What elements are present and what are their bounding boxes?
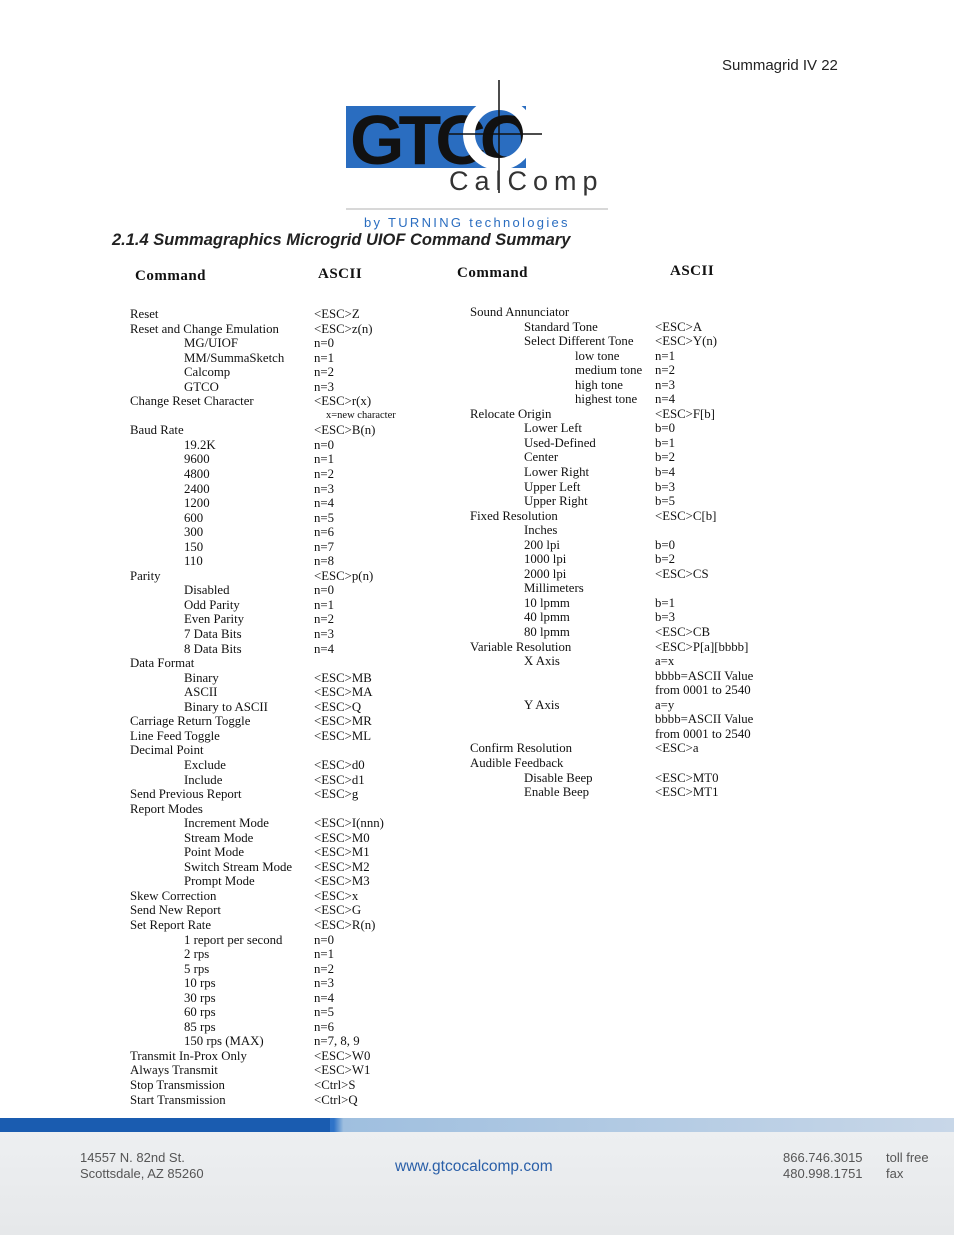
- command-row: [470, 538, 800, 553]
- command-name: low tone: [575, 348, 620, 363]
- command-row: [470, 640, 800, 655]
- command-name: Send Previous Report: [130, 787, 242, 802]
- ascii-code: n=2: [314, 365, 335, 380]
- command-name: Audible Feedback: [470, 755, 564, 770]
- command-row: [130, 540, 430, 555]
- command-name: Lower Left: [524, 421, 582, 436]
- command-name: Always Transmit: [130, 1063, 218, 1078]
- command-name: Millimeters: [524, 581, 584, 596]
- ascii-code: <ESC>MB: [314, 670, 372, 685]
- command-name: Relocate Origin: [470, 406, 552, 421]
- command-row: [470, 480, 800, 495]
- left-command-header: Command: [135, 268, 207, 284]
- command-row: [470, 654, 800, 669]
- ascii-code: n=4: [314, 641, 335, 656]
- ascii-code: <ESC>MA: [314, 685, 373, 700]
- command-row: [130, 714, 430, 729]
- command-row: [470, 698, 800, 713]
- ascii-code: <ESC>I(nnn): [314, 816, 384, 831]
- ascii-code: a=x: [655, 654, 675, 669]
- command-row: [130, 685, 430, 700]
- command-row: [470, 349, 800, 364]
- command-name: Baud Rate: [130, 423, 184, 438]
- command-row: [130, 467, 430, 482]
- ascii-code: bbbb=ASCII Value: [655, 712, 754, 727]
- command-name: Enable Beep: [524, 785, 590, 800]
- ascii-code: n=1: [314, 597, 335, 612]
- ascii-code: <ESC>CB: [655, 625, 710, 640]
- command-row: [130, 918, 430, 933]
- command-row: [470, 596, 800, 611]
- command-name: 200 lpi: [524, 537, 560, 552]
- command-row: [470, 669, 800, 684]
- command-row: [130, 743, 430, 758]
- ascii-code: n=4: [314, 990, 335, 1005]
- command-name: 4800: [184, 467, 210, 482]
- ascii-code: b=5: [655, 494, 676, 509]
- logo-main-text: GTCO: [350, 101, 529, 179]
- right-ascii-header: ASCII: [670, 263, 715, 279]
- command-row: [130, 525, 430, 540]
- ascii-code: <ESC>MT1: [655, 785, 719, 800]
- command-name: 10 rps: [184, 976, 216, 991]
- ascii-code: n=7: [314, 539, 335, 554]
- command-row: [130, 423, 430, 438]
- footer-phone-labels: [886, 1150, 929, 1182]
- command-row: [130, 758, 430, 773]
- ascii-code: b=1: [655, 435, 676, 450]
- command-row: [470, 378, 800, 393]
- command-name: 2 rps: [184, 947, 210, 962]
- command-row: [130, 729, 430, 744]
- command-row: [470, 421, 800, 436]
- ascii-code: <ESC>r(x): [314, 394, 372, 409]
- command-name: 600: [184, 510, 204, 525]
- ascii-code: n=1: [314, 350, 335, 365]
- command-name: Odd Parity: [184, 597, 240, 612]
- ascii-code: <ESC>A: [655, 319, 703, 334]
- command-name: Increment Mode: [184, 816, 269, 831]
- ascii-code: n=1: [655, 348, 676, 363]
- ascii-code: <Ctrl>Q: [314, 1092, 358, 1107]
- ascii-code: <ESC>M3: [314, 874, 370, 889]
- command-name: Decimal Point: [130, 743, 204, 758]
- ascii-code: <ESC>M1: [314, 845, 370, 860]
- command-row: [130, 947, 430, 962]
- command-row: [130, 365, 430, 380]
- command-row: [130, 394, 430, 409]
- command-row: [130, 482, 430, 497]
- command-row: [470, 305, 800, 320]
- ascii-code: <ESC>CS: [655, 566, 709, 581]
- command-row: [470, 320, 800, 335]
- command-name: 9600: [184, 452, 210, 467]
- ascii-code: from 0001 to 2540: [655, 683, 751, 698]
- command-name: Binary to ASCII: [184, 699, 268, 714]
- command-row: [130, 598, 430, 613]
- page-header-label: Summagrid IV 22: [722, 57, 838, 74]
- command-row: [130, 991, 430, 1006]
- ascii-code: b=4: [655, 465, 676, 480]
- command-name: GTCO: [184, 379, 219, 394]
- command-name: MG/UIOF: [184, 336, 239, 351]
- ascii-code: a=y: [655, 697, 675, 712]
- command-row: [130, 351, 430, 366]
- command-name: Data Format: [130, 656, 195, 671]
- right-command-header: Command: [457, 265, 529, 281]
- phone-tollfree-label: toll free: [886, 1150, 929, 1165]
- ascii-code: n=0: [314, 336, 335, 351]
- command-row: [130, 452, 430, 467]
- command-row: [130, 976, 430, 991]
- ascii-code: <ESC>M2: [314, 859, 370, 874]
- phone-fax: 480.998.1751: [783, 1166, 863, 1181]
- ascii-code: <ESC>W0: [314, 1048, 371, 1063]
- command-name: Sound Annunciator: [470, 305, 570, 319]
- ascii-code: <ESC>MT0: [655, 770, 719, 785]
- command-name: high tone: [575, 377, 623, 392]
- logo-sub-text: CalComp: [449, 166, 604, 196]
- ascii-code: <ESC>d1: [314, 772, 365, 787]
- command-row: [130, 845, 430, 860]
- command-row: [470, 567, 800, 582]
- command-name: Standard Tone: [524, 319, 598, 334]
- command-row: [470, 785, 800, 800]
- command-row: [130, 933, 430, 948]
- command-name: Stream Mode: [184, 830, 254, 845]
- logo-tagline: by TURNING technologies: [364, 215, 570, 230]
- command-name: Send New Report: [130, 903, 221, 918]
- ascii-code: <ESC>g: [314, 787, 359, 802]
- command-row: [130, 874, 430, 889]
- command-row: [130, 438, 430, 453]
- command-row: [470, 334, 800, 349]
- command-row: [470, 523, 800, 538]
- ascii-code: <ESC>G: [314, 903, 362, 918]
- ascii-code: b=1: [655, 595, 676, 610]
- left-ascii-header: ASCII: [318, 266, 363, 282]
- ascii-code: n=2: [655, 363, 676, 378]
- command-name: Binary: [184, 670, 219, 685]
- phone-fax-label: fax: [886, 1166, 904, 1181]
- phone-tollfree: 866.746.3015: [783, 1150, 863, 1165]
- command-row: [470, 727, 800, 742]
- command-row: [470, 610, 800, 625]
- ascii-code: <ESC>C[b]: [655, 508, 717, 523]
- ascii-code: <ESC>z(n): [314, 321, 373, 336]
- ascii-code: b=2: [655, 552, 676, 567]
- ascii-code: x=new character: [326, 409, 396, 421]
- ascii-code: <ESC>d0: [314, 757, 365, 772]
- command-row: [130, 1020, 430, 1035]
- ascii-code: n=2: [314, 961, 335, 976]
- ascii-code: b=2: [655, 450, 676, 465]
- ascii-code: <ESC>ML: [314, 728, 372, 743]
- command-name: medium tone: [575, 363, 643, 378]
- command-name: Disable Beep: [524, 770, 593, 785]
- command-name: Change Reset Character: [130, 394, 254, 409]
- ascii-code: n=7, 8, 9: [314, 1034, 360, 1049]
- footer-address: [80, 1150, 204, 1182]
- command-row: [470, 407, 800, 422]
- command-row: [470, 465, 800, 480]
- ascii-code: n=3: [314, 379, 335, 394]
- command-row: [470, 581, 800, 596]
- command-row: [470, 741, 800, 756]
- command-row: [470, 450, 800, 465]
- command-row: [130, 889, 430, 904]
- command-row: [130, 1063, 430, 1078]
- ascii-code: <ESC>p(n): [314, 568, 374, 583]
- command-row: [130, 656, 430, 671]
- ascii-code: n=3: [314, 627, 335, 642]
- command-row: [470, 771, 800, 786]
- command-row: [130, 962, 430, 977]
- command-row: [130, 642, 430, 657]
- command-name: Select Different Tone: [524, 334, 634, 349]
- ascii-code: <ESC>MR: [314, 714, 372, 729]
- command-row: [130, 307, 430, 322]
- command-name: Exclude: [184, 757, 226, 772]
- command-name: Inches: [524, 523, 558, 538]
- command-name: Line Feed Toggle: [130, 728, 220, 743]
- command-name: 8 Data Bits: [184, 641, 242, 656]
- ascii-code: n=0: [314, 583, 335, 598]
- ascii-code: n=5: [314, 1005, 335, 1020]
- ascii-code: n=1: [314, 452, 335, 467]
- command-name: Skew Correction: [130, 888, 217, 903]
- command-name: Parity: [130, 568, 161, 583]
- ascii-code: <ESC>Y(n): [655, 334, 718, 349]
- command-name: MM/SummaSketch: [184, 350, 285, 365]
- command-row: [130, 612, 430, 627]
- ascii-code: n=0: [314, 932, 335, 947]
- command-row: [470, 756, 800, 771]
- command-row: [470, 494, 800, 509]
- command-name: Report Modes: [130, 801, 203, 816]
- command-row: [130, 1093, 430, 1108]
- command-name: Prompt Mode: [184, 874, 255, 889]
- ascii-code: b=0: [655, 537, 676, 552]
- command-name: Stop Transmission: [130, 1077, 225, 1092]
- command-name: 1000 lpi: [524, 552, 567, 567]
- command-name: 1200: [184, 496, 210, 511]
- command-row: [470, 625, 800, 640]
- footer-accent-bar-dark: [0, 1118, 330, 1132]
- ascii-code: n=3: [655, 377, 676, 392]
- command-name: 30 rps: [184, 990, 216, 1005]
- ascii-code: n=8: [314, 554, 335, 569]
- command-row: [130, 700, 430, 715]
- command-name: 2000 lpi: [524, 566, 567, 581]
- command-row: [130, 409, 430, 424]
- command-row: [130, 671, 430, 686]
- ascii-code: <ESC>R(n): [314, 917, 376, 932]
- footer-phones: [783, 1150, 863, 1182]
- command-row: [130, 787, 430, 802]
- command-name: 85 rps: [184, 1019, 216, 1034]
- command-row: [130, 1078, 430, 1093]
- command-name: Include: [184, 772, 223, 787]
- command-name: Reset: [130, 307, 159, 321]
- command-name: 60 rps: [184, 1005, 216, 1020]
- section-title: 2.1.4 Summagraphics Microgrid UIOF Command Summary: [112, 231, 571, 249]
- ascii-code: n=3: [314, 976, 335, 991]
- command-name: Calcomp: [184, 365, 231, 380]
- command-name: 150 rps (MAX): [184, 1034, 264, 1049]
- command-row: [130, 860, 430, 875]
- ascii-code: <Ctrl>S: [314, 1077, 356, 1092]
- command-name: Carriage Return Toggle: [130, 714, 251, 729]
- command-name: 40 lpmm: [524, 610, 570, 625]
- command-name: 150: [184, 539, 204, 554]
- command-row: [470, 683, 800, 698]
- ascii-code: n=6: [314, 1019, 335, 1034]
- command-row: [130, 336, 430, 351]
- ascii-code: <ESC>M0: [314, 830, 370, 845]
- command-row: [470, 363, 800, 378]
- command-row: [130, 569, 430, 584]
- command-name: Even Parity: [184, 612, 245, 627]
- ascii-code: <ESC>B(n): [314, 423, 376, 438]
- command-name: Y Axis: [524, 697, 560, 712]
- command-name: 1 report per second: [184, 932, 283, 947]
- command-row: [470, 552, 800, 567]
- command-row: [470, 436, 800, 451]
- command-name: Lower Right: [524, 465, 590, 480]
- left-command-table: [130, 307, 430, 1107]
- ascii-code: n=2: [314, 467, 335, 482]
- ascii-code: b=0: [655, 421, 676, 436]
- command-row: [130, 511, 430, 526]
- command-row: [130, 903, 430, 918]
- command-name: highest tone: [575, 392, 638, 407]
- command-name: Confirm Resolution: [470, 741, 573, 756]
- command-name: X Axis: [524, 654, 560, 669]
- command-name: Center: [524, 450, 559, 465]
- command-row: [130, 583, 430, 598]
- footer-website-link[interactable]: www.gtcocalcomp.com: [395, 1158, 553, 1175]
- command-name: 7 Data Bits: [184, 627, 242, 642]
- ascii-code: <ESC>P[a][bbbb]: [655, 639, 749, 654]
- command-name: Variable Resolution: [470, 639, 572, 654]
- ascii-code: <ESC>Z: [314, 307, 360, 321]
- ascii-code: <ESC>a: [655, 741, 699, 756]
- ascii-code: from 0001 to 2540: [655, 726, 751, 741]
- command-row: [470, 509, 800, 524]
- command-row: [130, 773, 430, 788]
- ascii-code: n=6: [314, 525, 335, 540]
- command-name: Start Transmission: [130, 1092, 226, 1107]
- command-name: Set Report Rate: [130, 917, 212, 932]
- command-name: Switch Stream Mode: [184, 859, 293, 874]
- ascii-code: <ESC>W1: [314, 1063, 371, 1078]
- command-row: [130, 802, 430, 817]
- command-row: [130, 1049, 430, 1064]
- command-row: [470, 712, 800, 727]
- ascii-code: n=2: [314, 612, 335, 627]
- command-row: [130, 380, 430, 395]
- command-name: Point Mode: [184, 845, 245, 860]
- ascii-code: n=3: [314, 481, 335, 496]
- command-row: [130, 816, 430, 831]
- command-name: 300: [184, 525, 204, 540]
- command-name: Disabled: [184, 583, 230, 598]
- command-name: 110: [184, 554, 203, 569]
- command-row: [130, 1005, 430, 1020]
- command-row: [470, 392, 800, 407]
- ascii-code: b=3: [655, 479, 676, 494]
- ascii-code: <ESC>F[b]: [655, 406, 715, 421]
- command-name: ASCII: [184, 685, 218, 700]
- ascii-code: b=3: [655, 610, 676, 625]
- command-row: [130, 627, 430, 642]
- ascii-code: <ESC>Q: [314, 699, 362, 714]
- command-row: [130, 496, 430, 511]
- address-line-1: 14557 N. 82nd St.: [80, 1150, 185, 1165]
- command-row: [130, 322, 430, 337]
- right-command-table: [470, 305, 800, 800]
- ascii-code: n=4: [314, 496, 335, 511]
- command-name: Transmit In-Prox Only: [130, 1048, 247, 1063]
- ascii-code: n=4: [655, 392, 676, 407]
- ascii-code: n=5: [314, 510, 335, 525]
- ascii-code: n=1: [314, 947, 335, 962]
- command-row: [130, 554, 430, 569]
- ascii-code: bbbb=ASCII Value: [655, 668, 754, 683]
- command-row: [130, 831, 430, 846]
- command-name: 5 rps: [184, 961, 210, 976]
- command-row: [130, 1034, 430, 1049]
- command-name: 80 lpmm: [524, 625, 570, 640]
- address-line-2: Scottsdale, AZ 85260: [80, 1166, 204, 1181]
- command-name: 10 lpmm: [524, 595, 570, 610]
- command-name: Upper Left: [524, 479, 581, 494]
- command-name: Fixed Resolution: [470, 508, 558, 523]
- command-name: Upper Right: [524, 494, 588, 509]
- command-name: Reset and Change Emulation: [130, 321, 279, 336]
- command-name: 19.2K: [184, 437, 216, 452]
- ascii-code: n=0: [314, 437, 335, 452]
- ascii-code: <ESC>x: [314, 888, 359, 903]
- command-name: Used-Defined: [524, 435, 596, 450]
- command-name: 2400: [184, 481, 210, 496]
- gtco-calcomp-logo: [344, 78, 614, 233]
